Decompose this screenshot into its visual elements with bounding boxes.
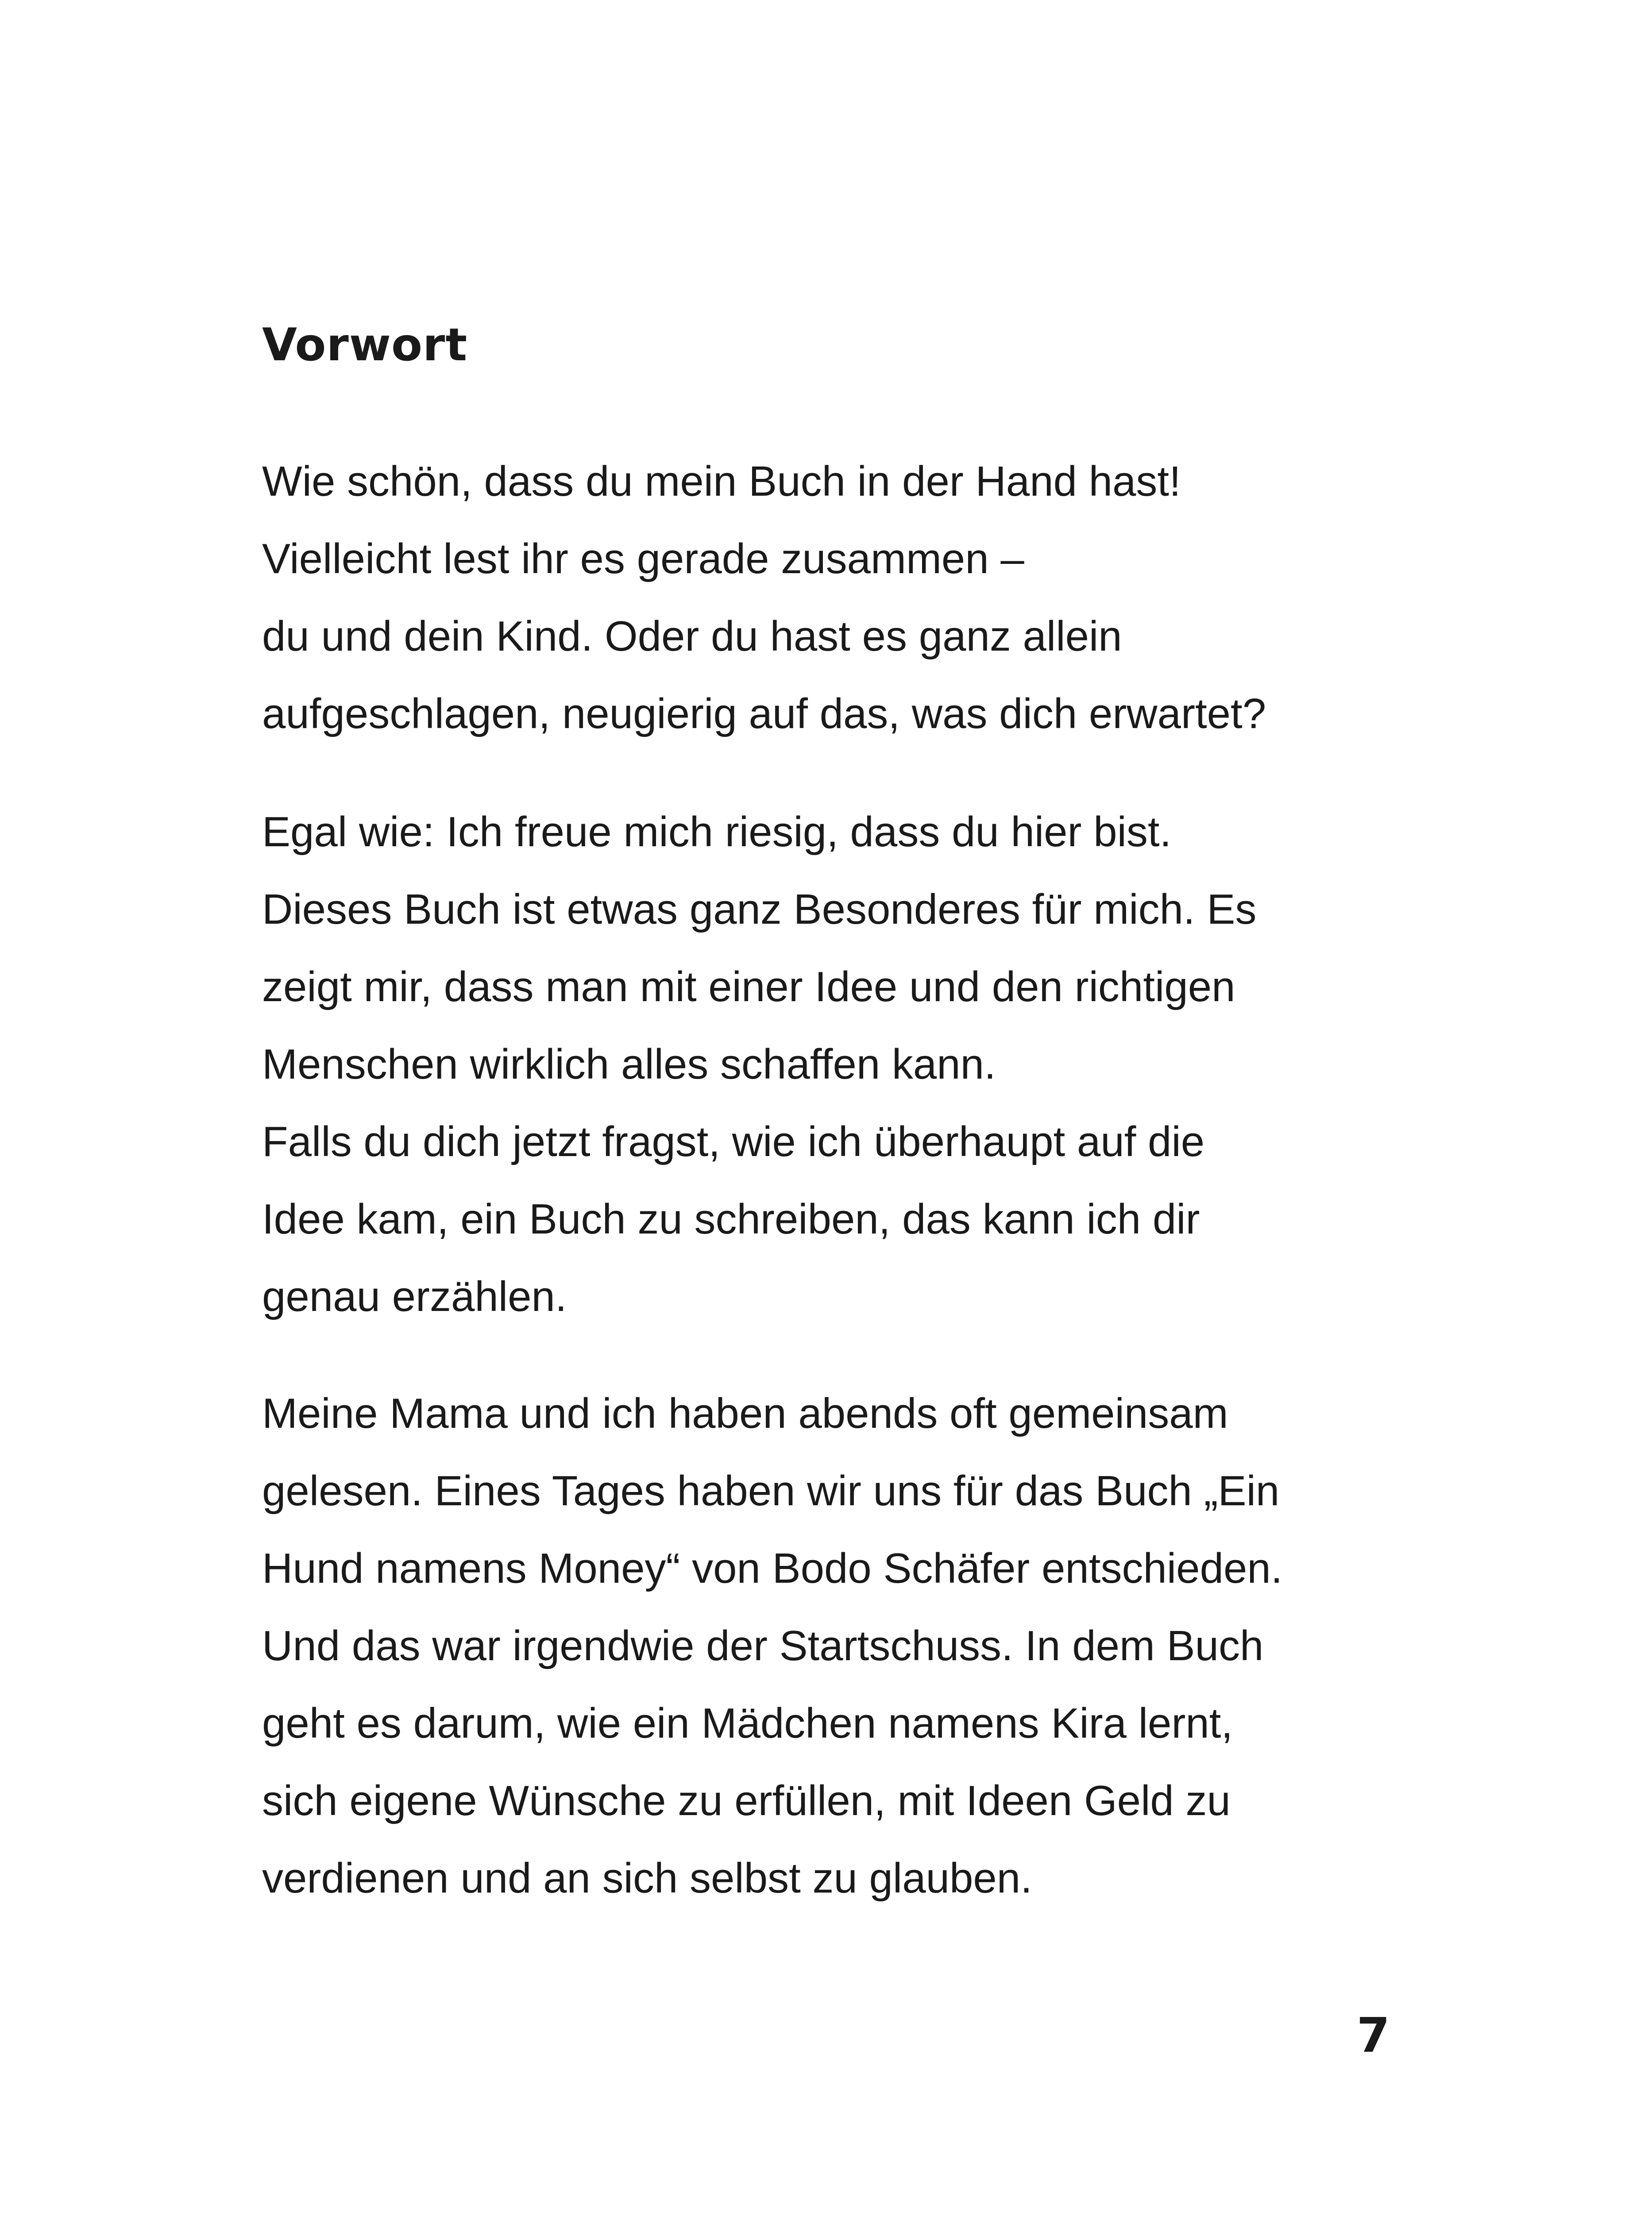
paragraph-line: Menschen wirklich alles schaffen kann. [262,1041,996,1088]
paragraph-line: du und dein Kind. Oder du hast es ganz allein [262,613,1122,660]
paragraph-line: aufgeschlagen, neugierig auf das, was dich erwartet? [262,690,1266,737]
paragraph-line: zeigt mir, dass man mit einer Idee und den richtigen [262,963,1235,1010]
paragraph-2 [262,793,1256,1335]
paragraph-line: geht es darum, wie ein Mädchen namens Kira lernt, [262,1700,1233,1747]
paragraph-line: sich eigene Wünsche zu erfüllen, mit Ideen Geld zu [262,1777,1231,1824]
paragraph-line: Vielleicht lest ihr es gerade zusammen – [262,535,1024,582]
paragraph-line: Falls du dich jetzt fragst, wie ich überhaupt auf die [262,1118,1205,1165]
paragraph-line: verdienen und an sich selbst zu glauben. [262,1854,1032,1902]
paragraph-line: Wie schön, dass du mein Buch in der Hand hast! [262,458,1181,505]
paragraph-line: genau erzählen. [262,1273,567,1320]
paragraph-line: Und das war irgendwie der Startschuss. In dem Buch [262,1622,1264,1669]
paragraph-line: Meine Mama und ich haben abends oft gemeinsam [262,1390,1228,1437]
paragraph-line: Hund namens Money“ von Bodo Schäfer entschieden. [262,1545,1283,1592]
paragraph-line: Egal wie: Ich freue mich riesig, dass du hier bist. [262,808,1172,856]
page-title: Vorwort [262,319,468,371]
paragraph-line: gelesen. Eines Tages haben wir uns für das Buch „Ein [262,1467,1280,1515]
page-number: 7 [1356,2008,1390,2063]
paragraph-3 [262,1375,1282,1917]
paragraph-line: Dieses Buch ist etwas ganz Besonderes für mich. Es [262,886,1257,933]
paragraph-1 [262,443,1266,752]
paragraph-line: Idee kam, ein Buch zu schreiben, das kann ich dir [262,1195,1200,1243]
